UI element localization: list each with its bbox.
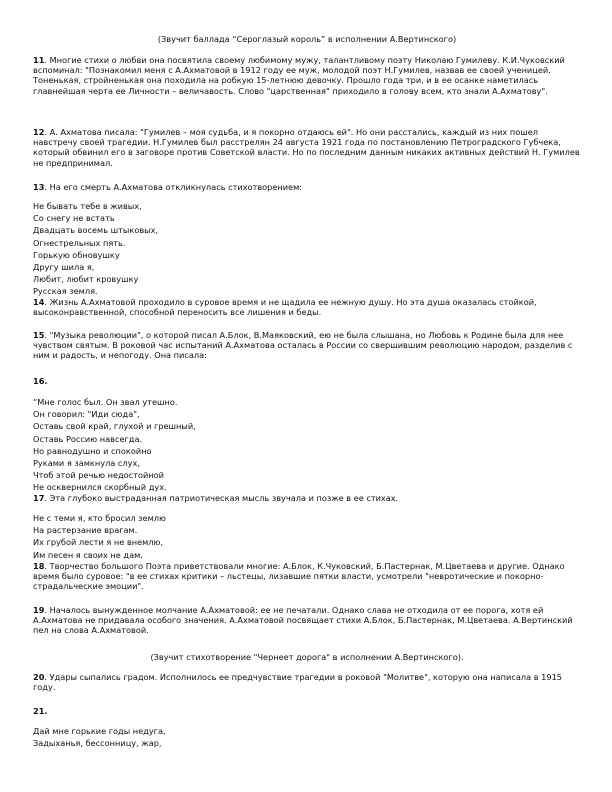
poem-line: “Мне голос был. Он звал утешно. xyxy=(33,397,178,407)
poem-line: Огнестрельных пять. xyxy=(33,237,126,248)
poem-line: Дай мне горькие годы недуга, xyxy=(33,726,166,736)
poem-line: Чтоб этой речью недостойной xyxy=(33,470,164,481)
poem-line: Задыханья, бессонницу, жар, xyxy=(33,738,162,749)
poem-line: Русская земля. xyxy=(33,286,98,297)
paragraph-text: . Удары сыпались градом. Исполнилось ее предчувствие трагедии в роковой "Молитве", которую она написала в 1915 году. xyxy=(33,672,562,693)
paragraph-text: . Эта глубоко выстраданная патриотическая мысль звучала и позже в ее стихах. xyxy=(44,493,399,503)
music-note-intro: (Звучит баллада “Сероглазый король” в исполнении А.Вертинского) xyxy=(157,34,457,44)
poem-line: Оставь Россию навсегда. xyxy=(33,433,143,444)
poem-line: Не осквернился скорбный дух. xyxy=(33,482,167,493)
poem-line: Но равнодушно и спокойно xyxy=(33,445,152,456)
poem-line: Им песен я своих не дам. xyxy=(33,549,143,560)
paragraph-11 xyxy=(33,55,581,96)
paragraph-number: 12 xyxy=(33,127,45,137)
paragraph-number: 11 xyxy=(33,55,45,65)
paragraph-12 xyxy=(33,127,581,168)
paragraph-text: . На его смерть А.Ахматова откликнулась стихотворением: xyxy=(44,182,303,192)
paragraph-number: 14 xyxy=(33,297,45,307)
paragraph-20 xyxy=(33,672,581,692)
paragraph-15 xyxy=(33,330,581,361)
poem-line: Любит, любит кровушку xyxy=(33,274,139,285)
poem-line: Не бывать тебе в живых, xyxy=(33,201,142,211)
paragraph-text: . Творчество большого Поэта приветствовали многие: А.Блок, К.Чуковский, Б.Пастернак, М.Цветаева и другие. Однако время было суровое: "в ее стихах критики – льстецы, лизавшие пятки власти, усмотрели "невротические и покорно-страдальческие эмоции". xyxy=(33,561,565,592)
paragraph-18 xyxy=(33,561,581,592)
paragraph-number: 20 xyxy=(33,672,45,682)
paragraph-number: 18 xyxy=(33,561,45,571)
paragraph-text: . "Музыка революции", о которой писал А.Блок, В.Маяковский, ею не была слышана, но Любовь к Родине была для нее чувством святым. В роковой час испытаний А.Ахматова осталась в России со свершившим революцию народом, разделив с ним и радость, и непогоду. Она писала: xyxy=(33,330,573,361)
poem-line: Он говорил: "Иди сюда", xyxy=(33,409,140,420)
poem-line: Руками я замкнула слух, xyxy=(33,458,140,469)
poem-stanza-2 xyxy=(33,396,333,494)
poem-line: Оставь свой край, глухой и грешный, xyxy=(33,421,196,432)
paragraph-text: . Началось вынужденное молчание А.Ахматовой: ее не печатали. Однако слава не отходила от ее порога, хотя ей А.Ахматова не придавала особого значения. А.Ахматовой посвящает стихи А.Блок, Б.Пастернак, М.Цветаева. А.Вертинский пел на слова А.Ахматовой. xyxy=(33,605,573,636)
paragraph-19 xyxy=(33,605,581,636)
poem-line: Горькую обновушку xyxy=(33,249,120,260)
poem-line: Не с теми я, кто бросил землю xyxy=(33,513,166,523)
paragraph-number: 19 xyxy=(33,605,45,615)
paragraph-17 xyxy=(33,493,581,503)
poem-stanza-3 xyxy=(33,512,333,561)
paragraph-text: . А. Ахматова писала: "Гумилев – моя судьба, и я покорно отдаюсь ей". Но они расстались, каждый из них пошел навстречу своей трагедии. Н.Гумилев был расстрелян 24 августа 1921 года по постановлению Петроградского Губчека, который обвинил его в заговоре против Советской власти. Но по последним данным никаких активных действий Н. Гумилев не предпринимал. xyxy=(33,127,580,168)
poem-line: Двадцать восемь штыковых, xyxy=(33,225,159,236)
music-note-mid: (Звучит стихотворение "Чернеет дорога" в исполнении А.Вертинского). xyxy=(150,652,464,662)
poem-line: Другу шила я, xyxy=(33,262,95,273)
poem-line: Их грубой лести я не внемлю, xyxy=(33,537,164,548)
paragraph-14 xyxy=(33,297,581,317)
paragraph-number: 13 xyxy=(33,182,45,192)
poem-line: Со снегу не встать xyxy=(33,213,115,224)
paragraph-16-heading: 16. xyxy=(33,376,48,386)
paragraph-21-heading: 21. xyxy=(33,706,48,716)
paragraph-text: . Многие стихи о любви она посвятила своему любимому мужу, талантливому поэту Николаю Гумилеву. К.И.Чуковский вспоминал: "Познакомил меня с А.Ахматовой в 1912 году ее муж, молодой поэт Н.Гумилев, назвав ее своей ученицей. Тоненькая, стройненькая она походила на робкую 15-летнюю девочку. Прошло года три, и в ее осанке наметилась главнейшая черта ее Личности – величавость. Слово "царственная" приходило в голову всем, кто знали А.Ахматову". xyxy=(33,55,565,96)
poem-line: На растерзание врагам. xyxy=(33,525,138,536)
paragraph-number: 15 xyxy=(33,330,45,340)
paragraph-number: 17 xyxy=(33,493,45,503)
poem-stanza-4 xyxy=(33,725,333,749)
paragraph-13 xyxy=(33,182,581,192)
paragraph-text: . Жизнь А.Ахматовой проходило в суровое время и не щадила ее нежную душу. Но эта душа оказалась стойкой, высоконравственной, способной переносить все лишения и беды. xyxy=(33,297,537,318)
poem-stanza-1 xyxy=(33,200,333,298)
